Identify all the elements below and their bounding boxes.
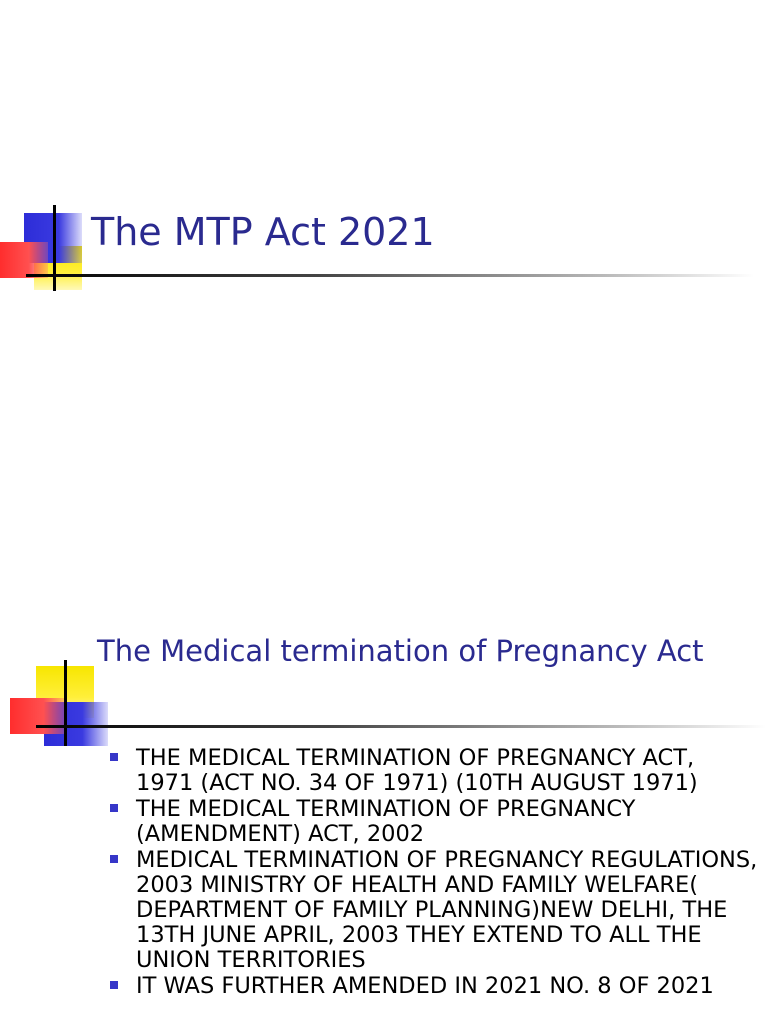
- slide-title: The Medical termination of Pregnancy Act: [97, 634, 704, 668]
- title-underline: [36, 725, 766, 728]
- slide-title: The MTP Act 2021: [91, 210, 435, 254]
- title-underline: [26, 274, 754, 277]
- bullet-item: [108, 974, 758, 999]
- red-square: [0, 242, 48, 278]
- bullet-item: [108, 848, 758, 973]
- bullet-text: THE MEDICAL TERMINATION OF PREGNANCY (AMENDMENT) ACT, 2002: [136, 796, 636, 847]
- square-bullet-icon: [110, 855, 118, 863]
- vertical-rule: [53, 205, 56, 291]
- square-bullet-icon: [110, 804, 118, 812]
- bullet-item: [108, 746, 758, 796]
- slide-2: [0, 590, 768, 1024]
- square-bullet-icon: [110, 753, 118, 761]
- red-square: [10, 698, 66, 734]
- bullet-text: THE MEDICAL TERMINATION OF PREGNANCY ACT, 1971 (ACT NO. 34 OF 1971) (10TH AUGUST 1971): [136, 745, 698, 796]
- square-bullet-icon: [110, 981, 118, 989]
- vertical-rule: [64, 660, 67, 746]
- bullet-text: IT WAS FURTHER AMENDED IN 2021 NO. 8 OF 2021: [136, 973, 714, 999]
- bullet-item: [108, 797, 758, 847]
- bullet-list: [108, 746, 758, 1000]
- bullet-text: MEDICAL TERMINATION OF PREGNANCY REGULATIONS, 2003 MINISTRY OF HEALTH AND FAMILY WELFARE( DEPARTMENT OF FAMILY PLANNING)NEW DELHI, THE 13TH JUNE APRIL, 2003 THEY EXTEND TO ALL THE UNION TERRITORIES: [136, 847, 758, 973]
